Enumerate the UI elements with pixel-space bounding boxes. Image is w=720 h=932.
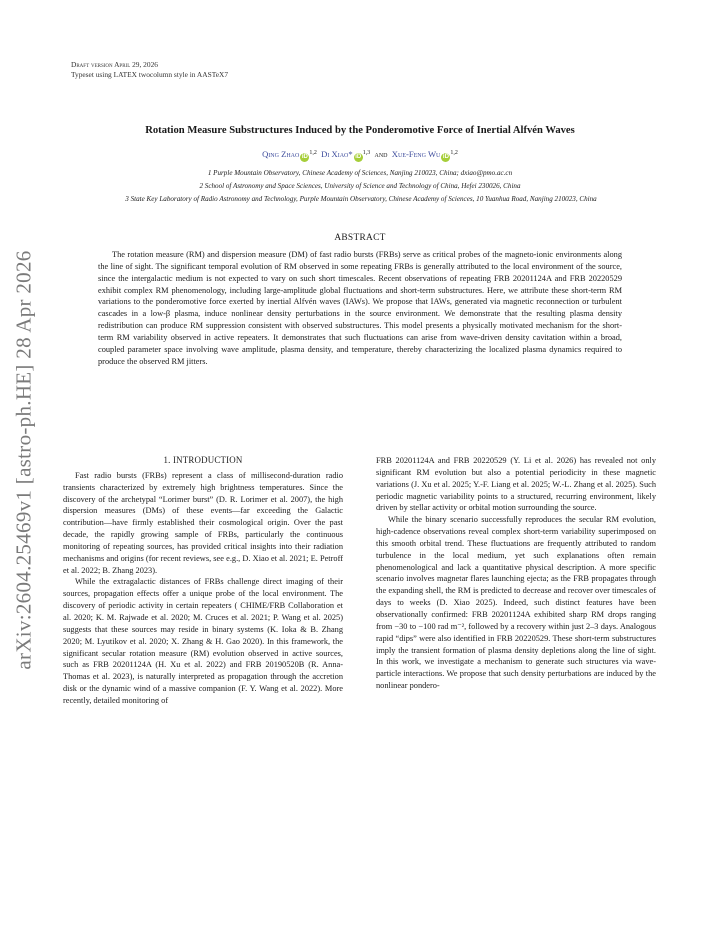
orcid-icon[interactable]: iD <box>301 154 308 160</box>
author-affil-sup: 1,3 <box>362 150 371 156</box>
author-name[interactable]: Xue-Feng Wu <box>391 149 441 159</box>
intro-paragraph-4: While the binary scenario successfully reproduces the secular RM evolution, high-cadence observations reveal complex short-term variability superimposed on this smooth orbital trend. These fluctuations are frequently attributed to random turbulence in the local medium, yet such explanations often remain phenomenological and lack a quantitative physical description. A more specific scenario involves magnetar flares launching ejecta; as the FRB propagates through the expanding shell, the RM is predicted to decrease and recover over timescales of days to weeks (D. Xiao 2025). Indeed, such distinct features have been observationally confirmed: FRB 20201124A exhibited sharp RM drops ranging from −30 to −100 rad m⁻², followed by a recovery within just 2–3 days. Analogous rapid “dips” were also identified in FRB 20220529. These short-term substructures imply the transient formation of plasma density depletions along the line of sight. In this work, we investigate a mechanism to generate such structures via wave-particle interactions. We propose that such density perturbations are induced by the nonlinear pondero- <box>376 515 656 691</box>
affiliation-2: 2 School of Astronomy and Space Sciences, University of Science and Technology of China, Hefei 230026, China <box>199 182 521 190</box>
left-column <box>63 455 343 707</box>
author-affil-sup: 1,2 <box>309 150 317 156</box>
intro-paragraph-3: FRB 20201124A and FRB 20220529 (Y. Li et al. 2026) has revealed not only significant RM evolution but also a potential periodicity in these magnetic variations (J. Xu et al. 2025; Y.-F. Liang et al. 2025; W.-L. Zhang et al. 2025). Such periodic magnetic variability points to a structured, recurring environment, likely driven by stellar activity or orbital motion surrounding the source. <box>376 456 656 513</box>
abstract-text: The rotation measure (RM) and dispersion measure (DM) of fast radio bursts (FRBs) serve as critical probes of the magneto-ionic environments along the line of sight. The significant temporal evolution of RM observed in some repeating FRBs is generally attributed to the local environment of the source, since the intergalactic medium is not expected to vary on such short timescales. Recent observations of repeating FRB 20201124A and FRB 20220529 exhibit complex RM phenomenology, including large-amplitude global fluctuations and short-term substructures. Here, we attribute these short-term RM variations to the ponderomotive force exerted by inertial Alfvén waves (IAWs). We propose that IAWs, generated via magnetic reconnection or turbulent cascades in a low-β plasma, induce nonlinear density perturbations in the source environment. We demonstrate that the resulting plasma density redistribution can produce RM suppression consistent with observed substructures. This model presents a physically motivated mechanism for the short-term RM variability observed in active repeaters. It demonstrates that such fluctuations can arise from wave-driven density cavitation within a broad, coupled parameter space involving wave amplitude, plasma density, and temperature, thereby characterizing the localized plasma dynamics required to produce the observed RM jitters. <box>98 250 622 366</box>
author-name[interactable]: Qing Zhao <box>262 149 300 159</box>
draft-version-line: Draft version April 29, 2026 <box>71 60 158 69</box>
typeset-line: Typeset using LATEX twocolumn style in AASTeX7 <box>71 70 229 79</box>
abstract-heading: ABSTRACT <box>334 233 386 243</box>
author-affil-sup: 1,2 <box>450 150 458 156</box>
affiliation-1: 1 Purple Mountain Observatory, Chinese Academy of Sciences, Nanjing 210023, China; dxiao@pmo.ac.cn <box>207 169 513 177</box>
paper-title: Rotation Measure Substructures Induced by the Ponderomotive Force of Inertial Alfvén Waves <box>145 125 575 136</box>
orcid-icon[interactable]: iD <box>355 154 362 160</box>
affiliation-3: 3 State Key Laboratory of Radio Astronomy and Technology, Purple Mountain Observatory, Chinese Academy of Sciences, 10 Yuanhua Road, Nanjing 210023, China <box>125 195 597 203</box>
section-heading-introduction: 1. INTRODUCTION <box>163 455 243 465</box>
right-column <box>376 455 656 692</box>
orcid-icon[interactable]: iD <box>442 154 449 160</box>
intro-paragraph-1: Fast radio bursts (FRBs) represent a class of millisecond-duration radio transients characterized by extremely high brightness temperatures. Since the discovery of the archetypal “Lorimer burst” (D. R. Lorimer et al. 2007), the high dispersion measures (DMs) of these events—far exceeding the Galactic contribution—have firmly established their cosmological origin. Over the past decade, the rapidly growing sample of FRBs, particularly the continuous monitoring of repeating sources, has provided critical insights into their radiation mechanisms and origins (for recent reviews, see e.g., D. Xiao et al. 2021; E. Petroff et al. 2022; B. Zhang 2023). <box>63 470 343 575</box>
author-name[interactable]: Di Xiao* <box>321 149 353 159</box>
intro-paragraph-2: While the extragalactic distances of FRBs challenge direct imaging of their sources, propagation effects offer a unique probe of the local environment. The discovery of periodic activity in certain repeaters ( CHIME/FRB Collaboration et al. 2020; K. M. Rajwade et al. 2020; M. Cruces et al. 2021; P. Wang et al. 2025) suggests that these sources may reside in binary systems (K. Ioka & B. Zhang 2020; M. Lyutikov et al. 2020; X. Zhang & H. Gao 2020). In this framework, the significant secular rotation measure (RM) evolution observed in active sources, such as FRB 20201124A (H. Xu et al. 2022) and FRB 20190520B (R. Anna-Thomas et al. 2023), is naturally interpreted as propagation through the accretion disk or the dynamic wind of a massive companion (F. Y. Wang et al. 2022). More recently, detailed monitoring of <box>63 577 343 705</box>
arxiv-identifier-sidebar <box>6 220 42 700</box>
author-conjunction: and <box>374 149 388 159</box>
author-list <box>40 149 680 162</box>
arxiv-id-text: arXiv:2604.25469v1 [astro-ph.HE] 28 Apr 2026 <box>11 250 36 670</box>
